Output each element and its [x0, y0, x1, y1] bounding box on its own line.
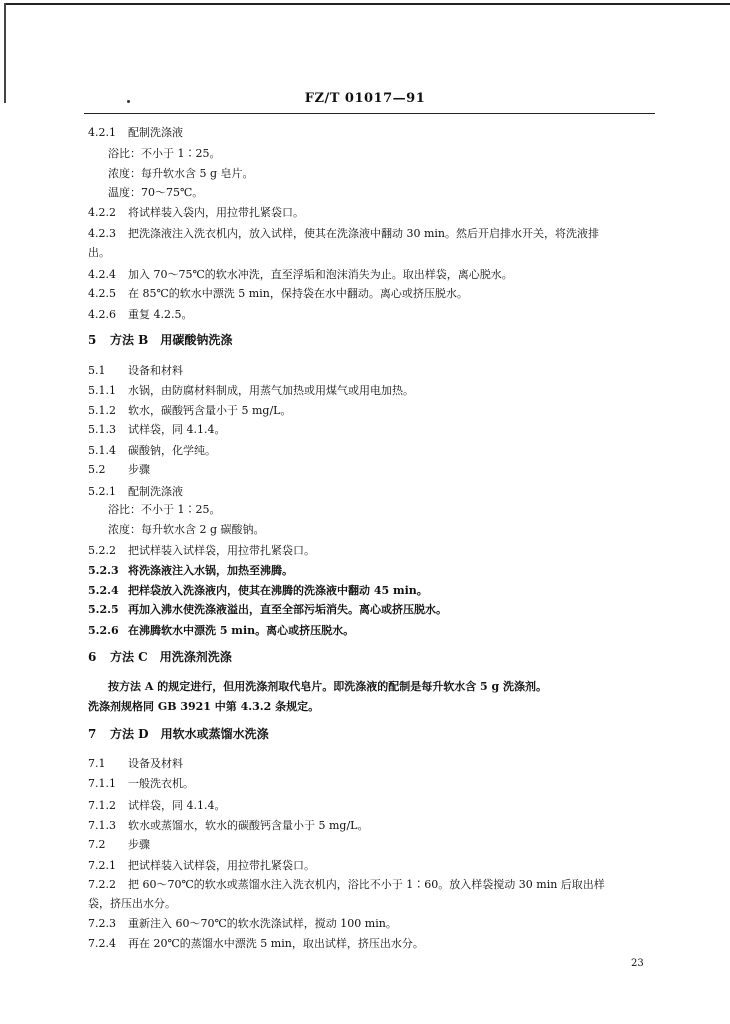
clause-4-2-1	[88, 126, 183, 140]
clause-7-2-2	[88, 878, 605, 892]
clause-5-2-5	[88, 603, 447, 617]
clause-text: 加入 70～75℃的软水冲洗，直至浮垢和泡沫消失为止。取出样袋，离心脱水。	[128, 268, 513, 281]
clause-text: 浓度：每升软水含 2 g 碳酸钠。	[108, 523, 265, 536]
clause-number: 4.2.1	[88, 126, 116, 139]
clause-text: 软水或蒸馏水，软水的碳酸钙含量小于 5 mg/L。	[128, 819, 369, 832]
clause-text: 配制洗涤液	[128, 126, 183, 139]
clause-5-2-1	[88, 485, 183, 499]
clause-number: 4.2.5	[88, 287, 116, 300]
clause-text: 在沸腾软水中漂洗 5 min。离心或挤压脱水。	[128, 624, 355, 637]
text-line	[108, 680, 547, 694]
clause-number: 7.2.2	[88, 878, 116, 891]
clause-number: 4.2.3	[88, 227, 116, 240]
clause-text: 碳酸钠，化学纯。	[128, 444, 216, 457]
clause-number: 4.2.4	[88, 268, 116, 281]
clause-text: 试样袋，同 4.1.4。	[128, 799, 226, 812]
clause-number: 7.2.1	[88, 859, 116, 872]
text-line	[88, 700, 319, 714]
clause-7-1-3	[88, 819, 368, 833]
clause-4-2-6	[88, 308, 193, 322]
clause-7-2	[88, 838, 150, 852]
clause-text: 将试样装入袋内，用拉带扎紧袋口。	[128, 206, 304, 219]
clause-text: 按方法 A 的规定进行，但用洗涤剂取代皂片。即洗涤液的配制是每升软水含 5 g 洗涤剂。	[108, 680, 548, 693]
clause-text: 步骤	[128, 838, 150, 851]
clause-4-2-3	[88, 227, 599, 241]
clause-text: 方法 B 用碳酸钠洗涤	[110, 333, 233, 347]
clause-number: 5.1	[88, 364, 106, 377]
clause-text: 浴比：不小于 1∶25。	[108, 503, 221, 516]
clause-5-2-6	[88, 624, 354, 638]
clause-7-2-4	[88, 937, 424, 951]
clause-number: 4.2.6	[88, 308, 116, 321]
clause-number: 7.1.3	[88, 819, 116, 832]
clause-text: 一般洗衣机。	[128, 777, 194, 790]
clause-text: 袋，挤压出水分。	[88, 897, 176, 910]
clause-4-2-4	[88, 268, 513, 282]
clause-5-1-3	[88, 423, 226, 437]
scan-border-left	[4, 3, 6, 103]
clause-5-1	[88, 364, 183, 378]
clause-5-1-1	[88, 384, 414, 398]
clause-4-2-5	[88, 287, 468, 301]
clause-5-2	[88, 463, 150, 477]
clause-number: 7.2.4	[88, 937, 116, 950]
page-number: 23	[631, 958, 644, 969]
clause-text: 方法 C 用洗涤剂洗涤	[110, 650, 232, 664]
clause-text: 试样袋，同 4.1.4。	[128, 423, 226, 436]
clause-5-2-2	[88, 544, 315, 558]
clause-4-2-2	[88, 206, 304, 220]
clause-number: 5.2.1	[88, 485, 116, 498]
clause-text: 把 60～70℃的软水或蒸馏水注入洗衣机内，浴比不小于 1∶60。放入样袋搅动 30 min 后取出样	[128, 878, 605, 891]
clause-text: 浓度：每升软水含 5 g 皂片。	[108, 167, 254, 180]
clause-text: 重复 4.2.5。	[128, 308, 193, 321]
clause-7	[88, 727, 269, 741]
clause-text: 把洗涤液注入洗衣机内，放入试样，使其在洗涤液中翻动 30 min。然后开启排水开关，将洗液排	[128, 227, 600, 240]
clause-text: 将洗涤液注入水锅，加热至沸腾。	[128, 564, 293, 577]
clause-5	[88, 333, 232, 347]
clause-text: 步骤	[128, 463, 150, 476]
text-line	[108, 147, 221, 161]
clause-text: 洗涤剂规格同 GB 3921 中第 4.3.2 条规定。	[88, 700, 320, 713]
clause-7-1-1	[88, 777, 194, 791]
clause-5-1-4	[88, 444, 216, 458]
clause-number: 5.1.2	[88, 404, 116, 417]
clause-text: 设备和材料	[128, 364, 183, 377]
clause-number: 7.2.3	[88, 917, 116, 930]
clause-number: 5.2	[88, 463, 106, 476]
clause-text: 在 85℃的软水中漂洗 5 min，保持袋在水中翻动。离心或挤压脱水。	[128, 287, 468, 300]
text-line	[108, 186, 203, 200]
clause-text: 再加入沸水使洗涤液溢出，直至全部污垢消失。离心或挤压脱水。	[128, 603, 447, 616]
clause-number: 5.1.1	[88, 384, 116, 397]
clause-number: 5.1.3	[88, 423, 116, 436]
clause-7-1-2	[88, 799, 226, 813]
clause-text: 把试样装入试样袋，用拉带扎紧袋口。	[128, 544, 315, 557]
text-line	[108, 167, 254, 181]
scan-border-top	[4, 3, 730, 5]
text-line	[88, 246, 110, 260]
clause-number: 5.2.3	[88, 564, 119, 577]
clause-text: 重新注入 60～70℃的软水洗涤试样，搅动 100 min。	[128, 917, 397, 930]
clause-number: 5.1.4	[88, 444, 116, 457]
clause-number: 4.2.2	[88, 206, 116, 219]
clause-text: 温度：70～75℃。	[108, 186, 204, 199]
clause-number: 7.1	[88, 757, 106, 770]
text-line	[88, 897, 176, 911]
clause-7-2-3	[88, 917, 397, 931]
clause-number: 6	[88, 650, 97, 664]
clause-6	[88, 650, 232, 664]
clause-text: 设备及材料	[128, 757, 183, 770]
clause-number: 5.2.5	[88, 603, 119, 616]
clause-text: 再在 20℃的蒸馏水中漂洗 5 min，取出试样，挤压出水分。	[128, 937, 424, 950]
clause-7-1	[88, 757, 183, 771]
clause-number: 7	[88, 727, 97, 741]
clause-number: 7.1.1	[88, 777, 116, 790]
clause-5-2-3	[88, 564, 293, 578]
clause-number: 5.2.4	[88, 584, 119, 597]
clause-text: 浴比：不小于 1∶25。	[108, 147, 221, 160]
clause-7-2-1	[88, 859, 315, 873]
clause-text: 水锅，由防腐材料制成，用蒸气加热或用煤气或用电加热。	[128, 384, 414, 397]
clause-text: 把试样装入试样袋，用拉带扎紧袋口。	[128, 859, 315, 872]
header-rule	[84, 113, 655, 114]
clause-number: 5	[88, 333, 97, 347]
clause-text: 把样袋放入洗涤液内，使其在沸腾的洗涤液中翻动 45 min。	[128, 584, 428, 597]
clause-number: 5.2.6	[88, 624, 119, 637]
clause-number: 5.2.2	[88, 544, 116, 557]
clause-number: 7.1.2	[88, 799, 116, 812]
text-line	[108, 503, 221, 517]
text-line	[108, 523, 265, 537]
clause-text: 配制洗涤液	[128, 485, 183, 498]
clause-text: 软水，碳酸钙含量小于 5 mg/L。	[128, 404, 292, 417]
clause-text: 方法 D 用软水或蒸馏水洗涤	[110, 727, 269, 741]
clause-text: 出。	[88, 246, 110, 259]
clause-5-2-4	[88, 584, 428, 598]
standard-code-header: FZ/T 01017—91	[304, 91, 426, 106]
clause-number: 7.2	[88, 838, 106, 851]
clause-5-1-2	[88, 404, 291, 418]
